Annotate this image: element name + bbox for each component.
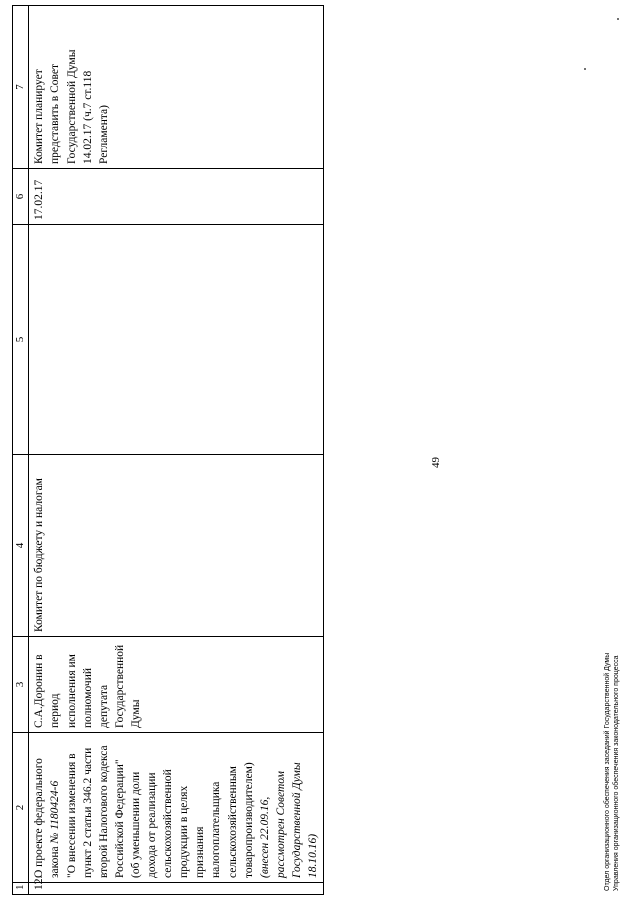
column-number: 6 [13,169,29,225]
author-cell: С.А.Доронин в период исполнения им полномочий депутата Государственной Думы [29,637,324,733]
bill-submission-note: (внесен 22.09.16, рассмотрен Советом Государственной Думы 18.10.16) [258,762,319,878]
column-number: 4 [13,455,29,637]
table-row [29,6,324,895]
column-number: 3 [13,637,29,733]
committee-cell: Комитет по бюджету и налогам [29,455,324,637]
row-number: 12. [29,883,324,895]
page-number: 49 [430,457,442,468]
bill-schedule-table [12,5,324,895]
bill-title-prefix: О проекте федерального закона [33,758,62,878]
remark-cell: Комитет планирует представить в Совет Государственной Думы 14.02.17 (ч.7 ст.118 Регламента) [29,6,324,169]
footer-line: Управления организационного обеспечения законодательного процесса [612,655,620,891]
scan-speck [584,68,586,70]
scan-speck [617,18,619,20]
date-cell: 17.02.17 [29,169,324,225]
column-number: 7 [13,6,29,169]
bill-number: № 1180424-6 [49,780,62,844]
column-number: 1 [13,883,29,895]
bill-title: "О внесении изменения в пункт 2 статьи 346.2 части второй Налогового кодекса Российской Федерации" [65,745,126,878]
footer-line: Отдел организационного обеспечения заседаний Государственной Думы [604,652,611,891]
bill-title-cell [29,733,324,883]
column-number: 5 [13,225,29,455]
column-number-row [13,6,29,895]
column-5-cell [29,225,324,455]
footer [604,653,622,891]
column-number: 2 [13,733,29,883]
bill-description: (об уменьшении доли дохода от реализации сельскохозяйственной продукции в целях признания налогоплательщика сельскохозяйственным товаропроизводителем) [129,762,255,878]
